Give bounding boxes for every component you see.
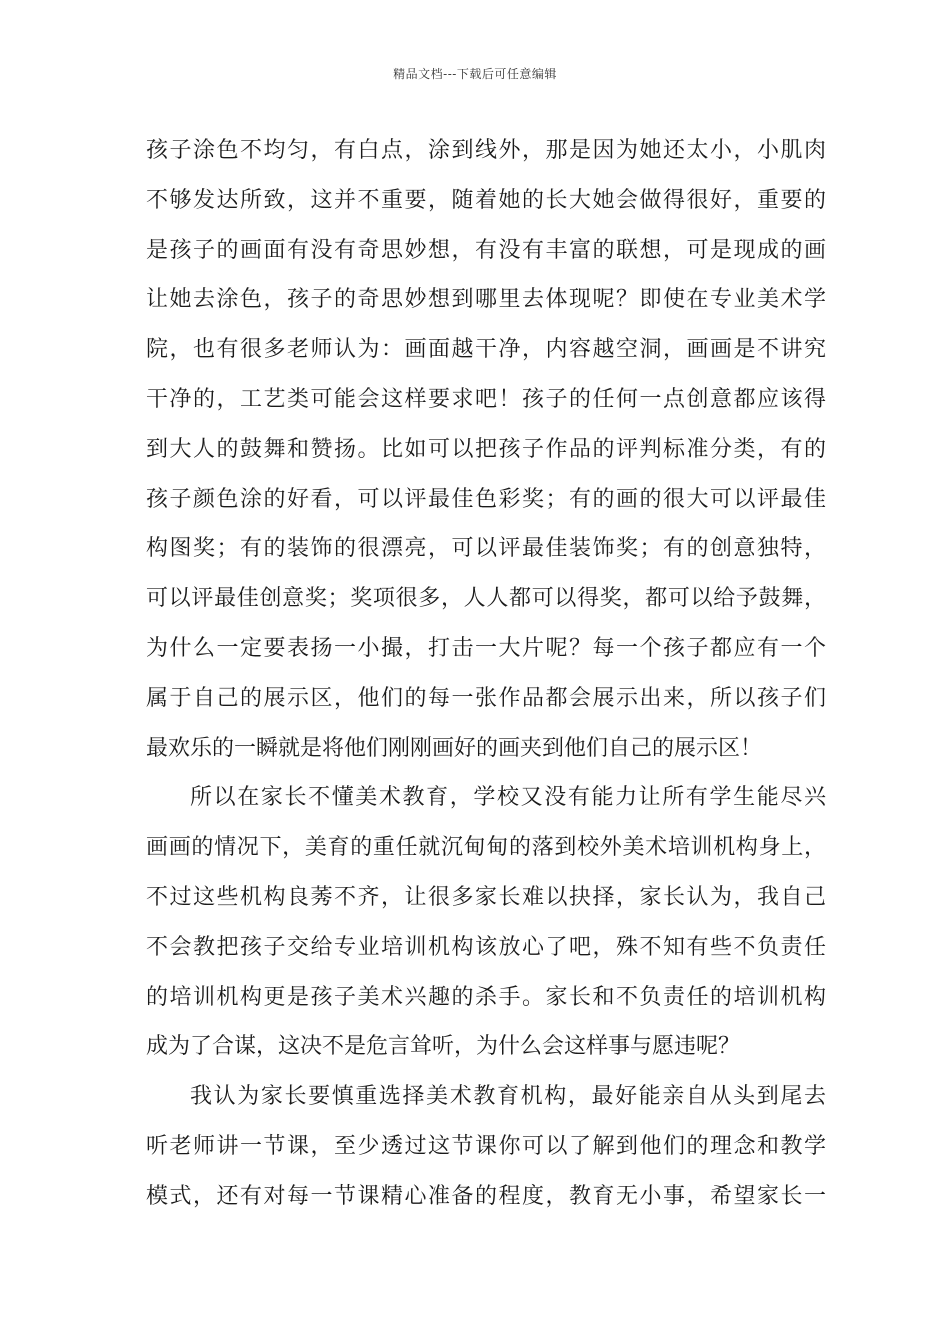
text-line: 画画的情况下，美育的重任就沉甸甸的落到校外美术培训机构身上， (146, 835, 826, 861)
text-line: 让她去涂色，孩子的奇思妙想到哪里去体现呢？即使在专业美术学 (146, 287, 826, 313)
text-line: 模式，还有对每一节课精心准备的程度，教育无小事，希望家长一 (146, 1183, 826, 1209)
text-line: 院，也有很多老师认为：画面越干净，内容越空洞，画画是不讲究 (146, 337, 826, 363)
page-header: 精品文档---下载后可任意编辑 (393, 67, 557, 81)
text-line: 属于自己的展示区，他们的每一张作品都会展示出来，所以孩子们 (146, 685, 826, 711)
text-line: 不够发达所致，这并不重要，随着她的长大她会做得很好，重要的 (146, 187, 826, 213)
text-line: 为什么一定要表扬一小撮，打击一大片呢？每一个孩子都应有一个 (146, 635, 826, 661)
text-line: 到大人的鼓舞和赞扬。比如可以把孩子作品的评判标准分类，有的 (146, 436, 826, 462)
text-line: 孩子涂色不均匀，有白点，涂到线外，那是因为她还太小，小肌肉 (146, 138, 826, 163)
paragraph-start-line: 我认为家长要慎重选择美术教育机构，最好能亲自从头到尾去 (190, 1084, 826, 1110)
text-line: 听老师讲一节课，至少透过这节课你可以了解到他们的理念和教学 (146, 1133, 826, 1159)
text-line: 的培训机构更是孩子美术兴趣的杀手。家长和不负责任的培训机构 (146, 984, 826, 1010)
text-line: 可以评最佳创意奖；奖项很多，人人都可以得奖，都可以给予鼓舞， (146, 586, 826, 612)
text-line: 不会教把孩子交给专业培训机构该放心了吧，殊不知有些不负责任 (146, 934, 826, 960)
paragraph-start-line: 所以在家长不懂美术教育，学校又没有能力让所有学生能尽兴 (190, 785, 826, 811)
paragraph-end-line: 最欢乐的一瞬就是将他们刚刚画好的画夹到他们自己的展示区！ (146, 735, 763, 761)
text-line: 不过这些机构良莠不齐，让很多家长难以抉择，家长认为，我自己 (146, 884, 826, 910)
text-line: 干净的，工艺类可能会这样要求吧！孩子的任何一点创意都应该得 (146, 386, 826, 412)
paragraph-end-line: 成为了合谋，这决不是危言耸听，为什么会这样事与愿违呢？ (146, 1034, 741, 1060)
text-line: 孩子颜色涂的好看，可以评最佳色彩奖；有的画的很大可以评最佳 (146, 486, 826, 512)
text-line: 构图奖；有的装饰的很漂亮，可以评最佳装饰奖；有的创意独特， (146, 536, 826, 562)
text-line: 是孩子的画面有没有奇思妙想，有没有丰富的联想，可是现成的画 (146, 237, 826, 263)
document-body (146, 126, 826, 1222)
